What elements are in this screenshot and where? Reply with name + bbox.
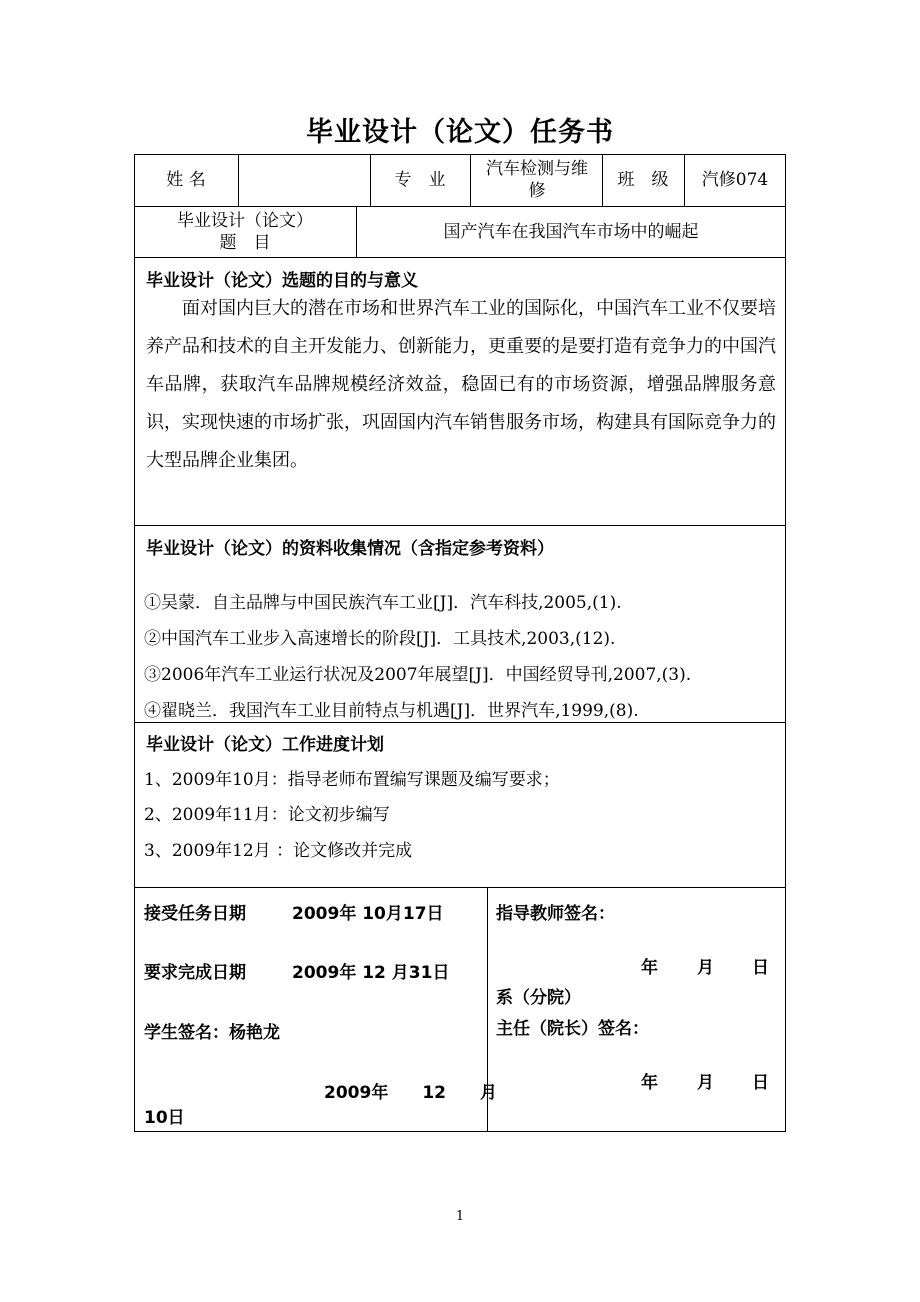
topic-label [134, 206, 356, 257]
row-divider [134, 525, 786, 526]
schedule-item: 2、2009年11月：论文初步编写 [144, 805, 390, 825]
purpose-heading: 毕业设计（论文）选题的目的与意义 [146, 271, 418, 291]
reference-item: ③2006年汽车工业运行状况及2007年展望[J]．中国经贸导刊,2007,(3). [144, 665, 692, 685]
topic-label-line1: 毕业设计（论文） [177, 210, 313, 231]
director-date-year: 年 [641, 1073, 658, 1093]
receive-date-value: 2009年 10月17日 [292, 904, 444, 924]
class-value: 汽修074 [701, 170, 769, 190]
student-sign-date: 2009年 12 月 [324, 1083, 497, 1103]
advisor-date-year: 年 [641, 958, 658, 978]
advisor-signature: 指导教师签名： [496, 904, 615, 924]
row-divider [134, 257, 786, 258]
purpose-body: 面对国内巨大的潜在市场和世界汽车工业的国际化，中国汽车工业不仅要培养产品和技术的自主开发能力、创新能力，更重要的是要打造有竞争力的中国汽车品牌，获取汽车品牌规模经济效益，稳固已有的市场资源，增强品牌服务意识，实现快速的市场扩张，巩固国内汽车销售服务市场，构建具有国际竞争力的大型品牌企业集团。 [146, 298, 776, 471]
row-divider [134, 722, 786, 723]
schedule-heading: 毕业设计（论文）工作进度计划 [146, 735, 384, 755]
topic-label-line2: 题 目 [219, 232, 271, 253]
due-date-value: 2009年 12 月31日 [292, 963, 450, 983]
document-title: 毕业设计（论文）任务书 [306, 117, 614, 148]
name-value [238, 154, 370, 206]
major-label: 专 业 [394, 170, 446, 190]
advisor-date-day: 日 [752, 958, 769, 978]
director-date-month: 月 [697, 1073, 714, 1093]
schedule-item: 3、2009年12月 ：论文修改并完成 [144, 841, 413, 861]
due-date-label: 要求完成日期 [144, 963, 246, 983]
schedule-item: 1、2009年10月：指导老师布置编写课题及编写要求； [144, 770, 560, 790]
references-heading: 毕业设计（论文）的资料收集情况（含指定参考资料） [146, 539, 554, 559]
reference-item: ④翟晓兰．我国汽车工业目前特点与机遇[J]．世界汽车,1999,(8). [144, 701, 639, 721]
page-number: 1 [455, 1209, 465, 1224]
receive-date-label: 接受任务日期 [144, 904, 246, 924]
director-date-day: 日 [752, 1073, 769, 1093]
director-signature: 主任（院长）签名： [496, 1019, 649, 1039]
reference-item: ②中国汽车工业步入高速增长的阶段[J]．工具技术,2003,(12). [144, 629, 616, 649]
reference-item: ①吴蒙．自主品牌与中国民族汽车工业[J]．汽车科技,2005,(1). [144, 593, 622, 613]
topic-value: 国产汽车在我国汽车市场中的崛起 [443, 221, 699, 242]
student-signature: 学生签名：杨艳龙 [144, 1023, 280, 1043]
department-label: 系（分院） [496, 988, 581, 1008]
student-sign-date-day: 10日 [144, 1108, 185, 1128]
row-divider [134, 887, 786, 888]
name-label: 姓 名 [166, 170, 206, 190]
col-divider [470, 154, 471, 206]
advisor-date-month: 月 [697, 958, 714, 978]
class-label: 班 级 [617, 170, 669, 190]
major-value: 汽车检测与维修 [486, 159, 588, 201]
